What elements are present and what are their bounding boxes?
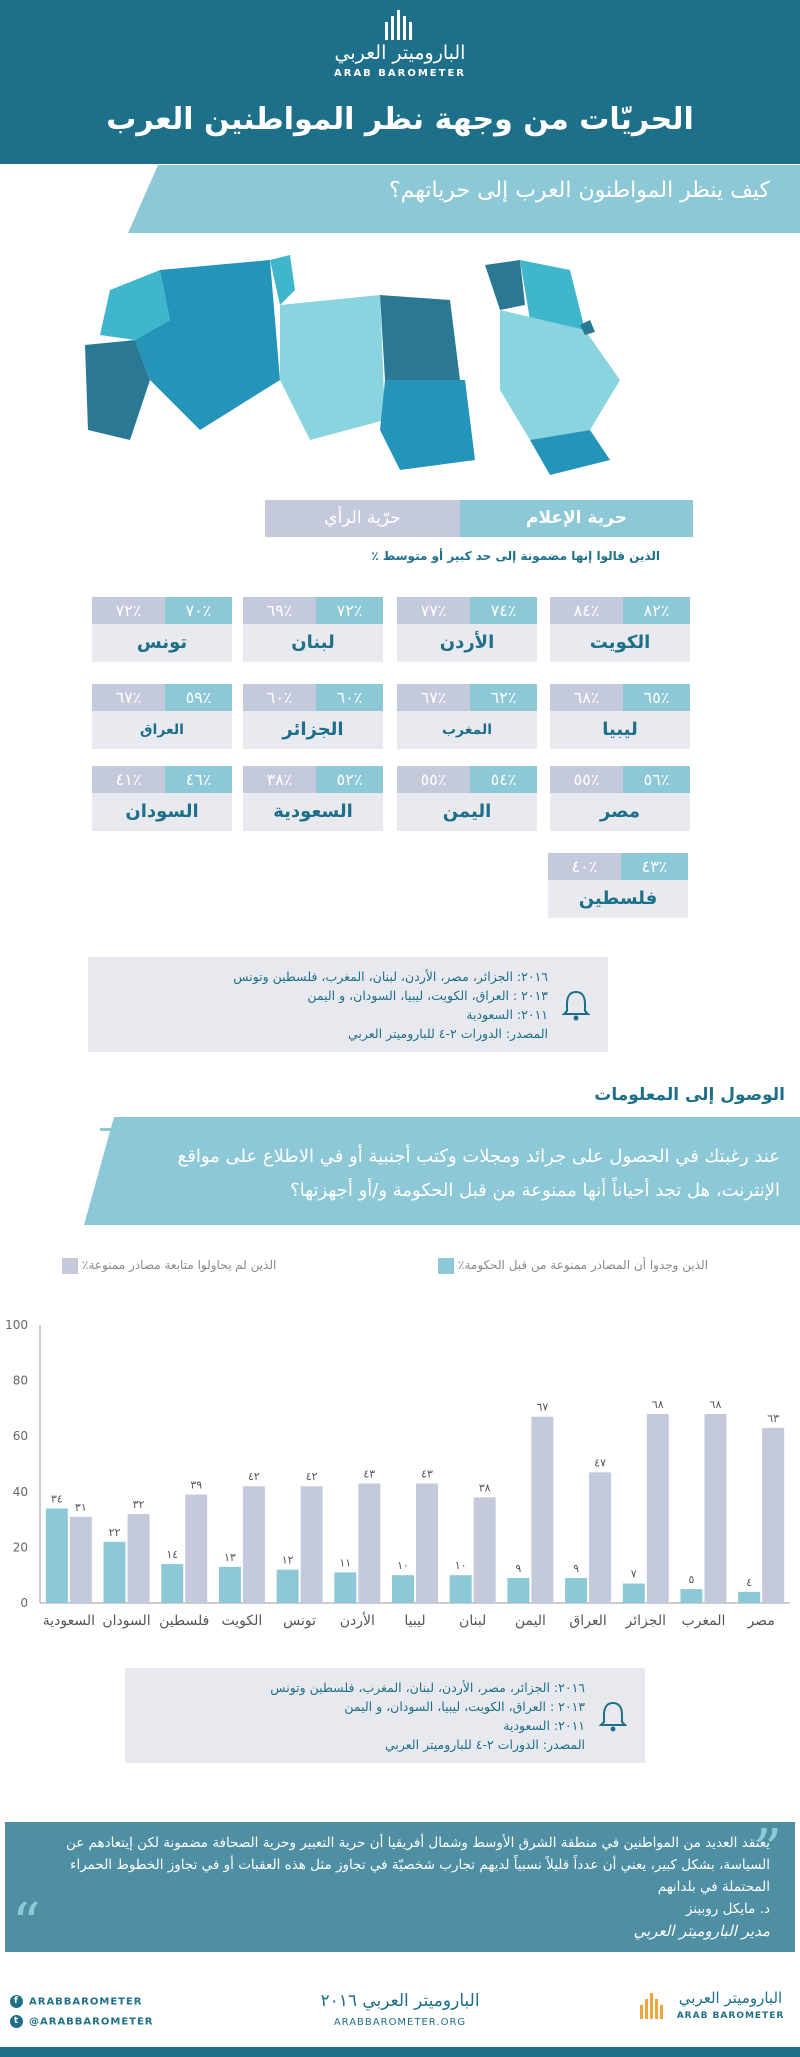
x-tick-label: المغرب [681,1613,726,1629]
divider [100,1128,795,1131]
data-label-blocked: ٤ [746,1575,753,1589]
country-name: اليمن [397,793,537,831]
x-tick-label: تونس [283,1613,317,1629]
country-name: تونس [92,624,232,662]
media-percent: ٧٠٪ [165,597,232,624]
logo-arabic: الباروميتر العربي [334,42,466,64]
map-libya [280,295,385,440]
bar-not-tried [531,1417,553,1603]
quote-text: يعتقد العديد من المواطنين في منطقة الشرق الأوسط وشمال أفريقيا أن حرية التعبير وحرية الصحافة مضمونة لكن إيتعادهم عن السياسة، بشكل كبير، يعني أن عدداً قليلاً نسبياً لديهم تجارب شخصيّة في تجاوز مثل هذه العقبات أو في تجاوز الخطوط الحمراء المحتملة في بلدانهم [65,1835,770,1895]
bar-blocked [392,1575,414,1603]
y-tick-label: 0 [20,1596,28,1610]
bar-not-tried [416,1483,438,1603]
map-tunisia [270,255,295,305]
data-label-blocked: ١١ [339,1556,352,1570]
twitter-link[interactable] [10,2015,154,2028]
media-percent: ٥٩٪ [165,684,232,711]
bar-blocked [104,1542,126,1603]
opinion-percent: ٦٠٪ [243,684,316,711]
legend-swatch-not-tried [62,1258,78,1274]
data-label-not-tried: ٦٨ [651,1397,664,1411]
quote-close-icon: “ [12,1892,41,1957]
country-name: الجزائر [243,711,383,749]
bar-not-tried [301,1486,323,1603]
data-label-blocked: ٣٤ [50,1492,63,1506]
data-label-not-tried: ٦٧ [536,1400,549,1414]
bar-not-tried [70,1517,92,1603]
opinion-percent: ٥٥٪ [397,766,470,793]
country-card [397,684,537,749]
bar-blocked [623,1584,645,1603]
y-tick-label: 40 [12,1484,28,1499]
footer-center-title: الباروميتر العربي ٢٠١٦ [320,1991,480,2011]
note-line: المصدر: الدورات ٢-٤ للباروميتر العربي [384,1737,585,1752]
data-label-blocked: ١٢ [281,1553,294,1567]
bell-icon [595,1698,631,1734]
x-tick-label: الكويت [221,1613,263,1629]
opinion-percent: ٥٥٪ [550,766,623,793]
media-percent: ٥٢٪ [316,766,383,793]
data-label-blocked: ١٣ [224,1550,236,1564]
arab-world-map [80,250,690,490]
country-card [397,766,537,831]
x-tick-label: لبنان [459,1613,487,1629]
sources-note [125,1668,645,1763]
facebook-icon: f [10,1995,23,2008]
metric-subtitle: ٪ الذين قالوا إنها مضمونة إلى حد كبير أو متوسط [371,549,660,563]
country-name: الكويت [550,624,690,662]
data-label-blocked: ١٠ [397,1559,409,1573]
x-tick-label: العراق [569,1613,607,1629]
twitter-icon: t [10,2015,23,2028]
data-label-blocked: ٢٢ [108,1525,121,1539]
data-label-blocked: ٩ [573,1561,580,1575]
bar-blocked [219,1567,241,1603]
opinion-percent: ٧٢٪ [92,597,165,624]
question-text: كيف ينظر المواطنون العرب إلى حرياتهم؟ [388,178,770,203]
country-name: مصر [550,793,690,831]
footer-logo-en: ARAB BAROMETER [676,2011,785,2021]
country-name: لبنان [243,624,383,662]
bar-not-tried [704,1414,726,1603]
opinion-percent: ٤٠٪ [548,853,621,880]
map-saudi [500,310,620,440]
country-card [550,684,690,749]
bar-not-tried [474,1497,496,1603]
tab-media[interactable]: حرية الإعلام [460,500,693,537]
country-name: السعودية [243,793,383,831]
footer-logo-icon [640,1993,664,2019]
data-label-not-tried: ٤٧ [594,1456,606,1470]
map-egypt [380,295,460,380]
country-card [92,766,232,831]
country-card [550,766,690,831]
note-line: المصدر: الدورات ٢-٤ للباروميتر العربي [347,1026,548,1041]
media-percent: ٧٢٪ [316,597,383,624]
opinion-percent: ٦٧٪ [397,684,470,711]
sources-note [88,957,608,1052]
opinion-percent: ٦٩٪ [243,597,316,624]
bar-chart [0,1310,800,1640]
country-name: فلسطين [548,880,688,918]
note-line: ٢٠١١: السعودية [466,1007,548,1022]
country-name: الأردن [397,624,537,662]
bar-blocked [680,1589,702,1603]
facebook-handle: ARABBAROMETER [29,1996,143,2008]
data-label-blocked: ٩ [515,1561,522,1575]
note-line: ٢٠١٦: الجزائر، مصر، الأردن، لبنان، المغرب، فلسطين وتونس [270,1680,585,1695]
media-percent: ٦٠٪ [316,684,383,711]
tab-bar [265,500,693,537]
legend-label-blocked: ٪الذين وجدوا أن المصادر ممنوعة من قبل الحكومة [458,1258,709,1272]
quote-text-block [65,1832,770,1942]
note-line: ٢٠١٦: الجزائر، مصر، الأردن، لبنان، المغرب، فلسطين وتونس [233,969,548,984]
data-label-blocked: ٧ [630,1567,637,1581]
legend-label-not-tried: ٪الذين لم يحاولوا متابعة مصادر ممنوعة [82,1258,277,1272]
data-label-blocked: ١٤ [166,1548,179,1562]
x-tick-label: مصر [747,1613,775,1629]
country-card [92,597,232,662]
page-title: الحريّات من وجهة نظر المواطنين العرب [106,102,694,137]
logo-english: ARAB BAROMETER [334,68,466,79]
bar-not-tried [128,1514,150,1603]
country-name: المغرب [397,711,537,749]
data-label-blocked: ٥ [688,1573,695,1587]
x-tick-label: السعودية [42,1613,95,1629]
bar-blocked [450,1575,472,1603]
x-tick-label: الجزائر [625,1613,666,1629]
y-tick-label: 100 [5,1318,28,1332]
media-percent: ٦٥٪ [623,684,690,711]
x-tick-label: ليبيا [404,1613,426,1629]
quote-role: مدير الباروميتر العربي [633,1922,770,1940]
quote-open-icon: ” [753,1818,782,1883]
twitter-handle: @ARABBAROMETER [29,2016,154,2028]
country-card [548,853,688,918]
country-card [397,597,537,662]
media-percent: ٥٦٪ [623,766,690,793]
country-card [550,597,690,662]
x-tick-label: الأردن [339,1613,375,1629]
legend-swatch-blocked [438,1258,454,1274]
media-percent: ٥٤٪ [470,766,537,793]
quote-author: د. مايكل روبينز [685,1901,770,1917]
map-mauritania [85,340,150,440]
country-card [92,684,232,749]
opinion-percent: ٣٨٪ [243,766,316,793]
footer [0,1983,800,2057]
data-label-not-tried: ٤٣ [363,1467,376,1481]
note-line: ٢٠١٣ : العراق، الكويت، ليبيا، السودان، و اليمن [344,1699,585,1714]
opinion-percent: ٨٤٪ [550,597,623,624]
data-label-not-tried: ٤٣ [421,1467,433,1481]
footer-logo-ar: الباروميتر العربي [678,1989,783,2007]
map-levant [485,260,525,310]
country-name: السودان [92,793,232,831]
opinion-percent: ٤١٪ [92,766,165,793]
bar-not-tried [589,1472,611,1603]
note-line: ٢٠١٣ : العراق، الكويت، ليبيا، السودان، و اليمن [307,988,548,1003]
bar-blocked [46,1508,68,1603]
country-name: ليبيا [550,711,690,749]
data-label-blocked: ١٠ [454,1559,467,1573]
data-label-not-tried: ٦٣ [767,1411,780,1425]
data-label-not-tried: ٣٨ [478,1481,491,1495]
y-tick-label: 60 [12,1429,28,1444]
footer-bar [0,2047,800,2057]
opinion-percent: ٦٨٪ [550,684,623,711]
x-tick-label: اليمن [514,1613,546,1629]
x-tick-label: فلسطين [159,1613,210,1629]
bar-blocked [334,1572,356,1603]
bar-not-tried [358,1483,380,1603]
x-tick-label: السودان [102,1613,151,1629]
bar-blocked [161,1564,183,1603]
footer-url[interactable]: ARABBAROMETER.ORG [333,2017,467,2028]
facebook-link[interactable] [10,1995,143,2008]
tab-opinion[interactable]: حرّية الرأي [265,500,460,537]
bell-icon [558,987,594,1023]
bar-not-tried [185,1495,207,1603]
map-sudan [380,380,475,470]
note-line: ٢٠١١: السعودية [503,1718,585,1733]
country-card [243,597,383,662]
data-label-not-tried: ٤٢ [305,1470,318,1484]
country-card [243,766,383,831]
y-tick-label: 20 [12,1540,28,1555]
header [0,0,800,164]
bar-blocked [277,1570,299,1603]
country-card [243,684,383,749]
opinion-percent: ٧٧٪ [397,597,470,624]
bar-blocked [565,1578,587,1603]
section-title: الوصول إلى المعلومات [594,1085,785,1105]
media-percent: ٧٤٪ [470,597,537,624]
data-label-not-tried: ٦٨ [709,1397,722,1411]
data-label-not-tried: ٣٩ [190,1478,203,1492]
bar-blocked [738,1592,760,1603]
bar-not-tried [647,1414,669,1603]
logo-bars-icon [385,8,415,40]
media-percent: ٤٣٪ [621,853,688,880]
bar-not-tried [762,1428,784,1603]
opinion-percent: ٦٧٪ [92,684,165,711]
media-percent: ٨٢٪ [623,597,690,624]
data-label-not-tried: ٤٢ [248,1470,260,1484]
bar-blocked [507,1578,529,1603]
data-label-not-tried: ٣٢ [132,1498,145,1512]
country-name: العراق [92,711,232,749]
question-text: عند رغبتك في الحصول على جرائد ومجلات وكتب أجنبية أو في الاطلاع على مواقع الإنترنت، هل تجد أحياناً أنها ممنوعة من قبل الحكومة و/أو أجهزتها؟ [177,1146,780,1201]
data-label-not-tried: ٣١ [74,1500,87,1514]
y-tick-label: 80 [12,1373,28,1388]
bar-not-tried [243,1486,265,1603]
media-percent: ٤٦٪ [165,766,232,793]
media-percent: ٦٢٪ [470,684,537,711]
